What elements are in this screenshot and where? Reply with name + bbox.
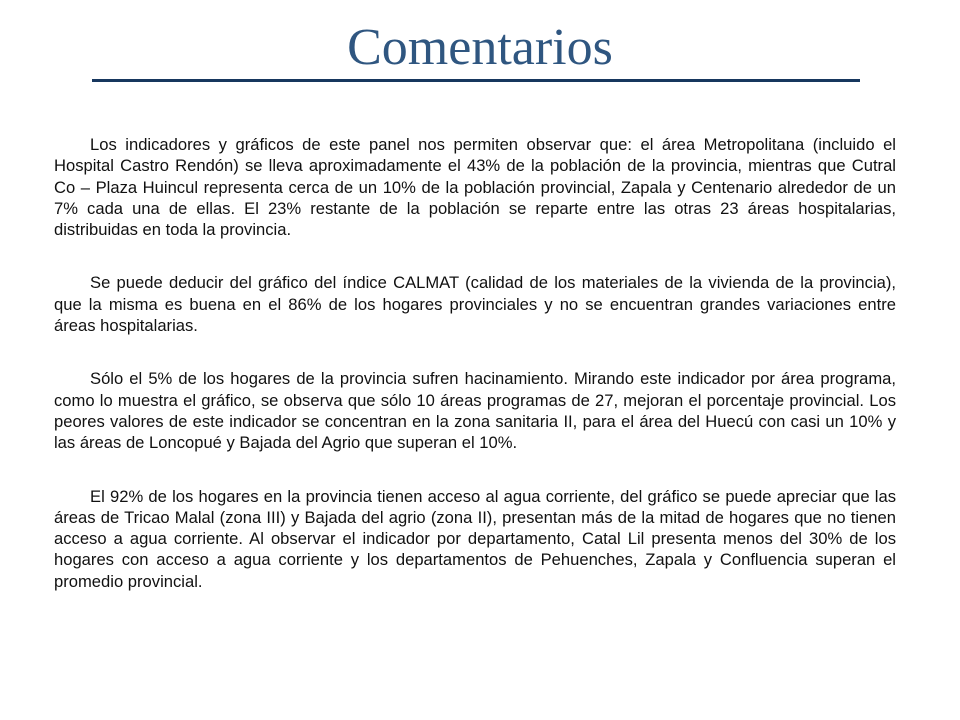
title-underline bbox=[92, 79, 860, 82]
paragraph-calmat: Se puede deducir del gráfico del índice CALMAT (calidad de los materiales de la vivienda de la provincia), que la misma es buena en el 86% de los hogares provinciales y no se encuentran grandes variaciones entre áreas hospitalarias. bbox=[54, 273, 896, 336]
slide-body bbox=[54, 134, 896, 592]
slide-title: Comentarios bbox=[347, 19, 613, 76]
paragraph-hacinamiento: Sólo el 5% de los hogares de la provincia sufren hacinamiento. Mirando este indicador por área programa, como lo muestra el gráfico, se observa que sólo 10 áreas programas de 27, mejoran el porcentaje provincial. Los peores valores de este indicador se concentran en la zona sanitaria II, para el área del Huecú con casi un 10% y las áreas de Loncopué y Bajada del Agrio que superan el 10%. bbox=[54, 369, 896, 453]
paragraph-population: Los indicadores y gráficos de este panel nos permiten observar que: el área Metropolitana (incluido el Hospital Castro Rendón) se lleva aproximadamente el 43% de la población de la provincia, mientras que Cutral Co – Plaza Huincul representa cerca de un 10% de la población provincial, Zapala y Centenario alrededor de un 7% cada una de ellas. El 23% restante de la población se reparte entre las otras 23 áreas hospitalarias, distribuidas en toda la provincia. bbox=[54, 135, 896, 240]
paragraph-agua-corriente: El 92% de los hogares en la provincia tienen acceso al agua corriente, del gráfico se puede apreciar que las áreas de Tricao Malal (zona III) y Bajada del agrio (zona II), presentan más de la mitad de hogares que no tienen acceso a agua corriente. Al observar el indicador por departamento, Catal Lil presenta menos del 30% de los hogares con acceso a agua corriente y los departamentos de Pehuenches, Zapala y Confluencia superan el promedio provincial. bbox=[54, 486, 896, 591]
